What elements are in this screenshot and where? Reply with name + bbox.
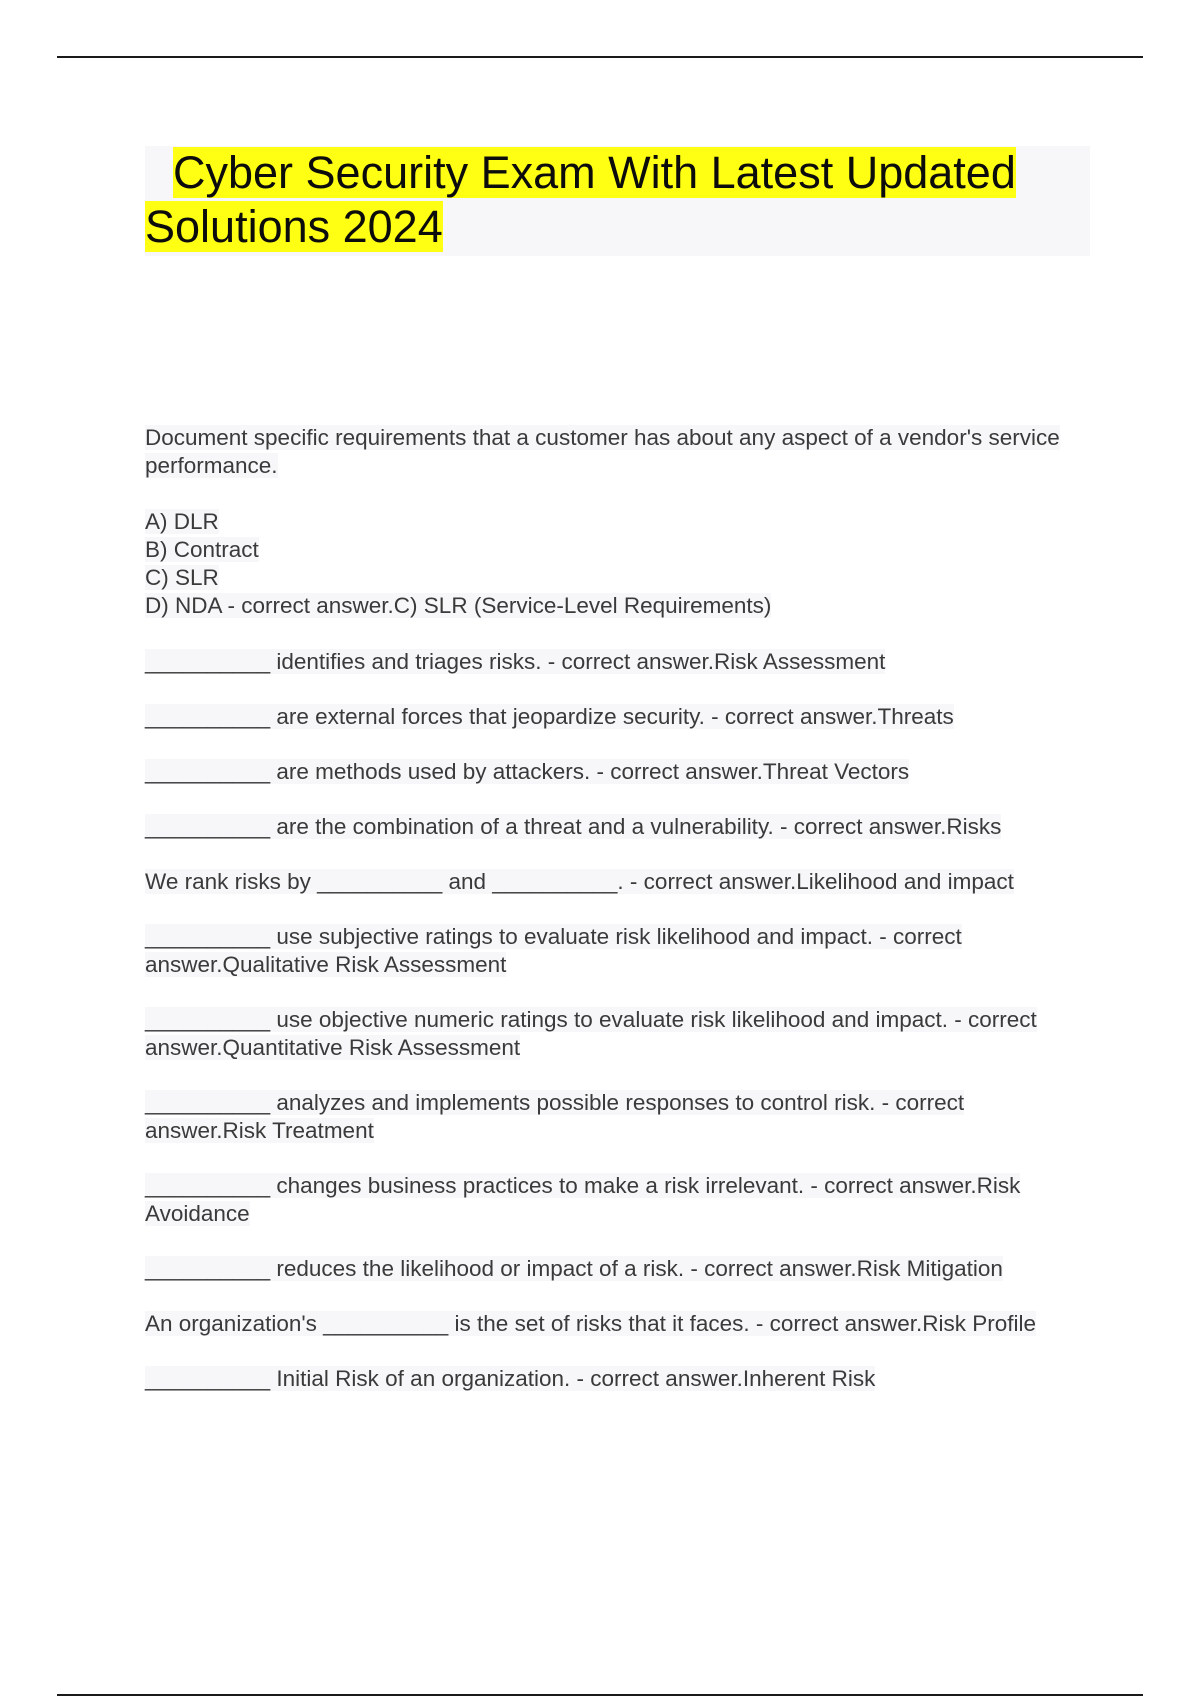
qa-item: __________ identifies and triages risks. - correct answer.Risk Assessment (145, 649, 886, 674)
document-body (145, 424, 1090, 1420)
document-title-text: Cyber Security Exam With Latest Updated Solutions 2024 (145, 147, 1016, 252)
qa-item: __________ changes business practices to make a risk irrelevant. - correct answer.Risk Avoidance (145, 1173, 1021, 1226)
qa-item: __________ Initial Risk of an organization. - correct answer.Inherent Risk (145, 1366, 876, 1391)
qa-item: __________ are external forces that jeopardize security. - correct answer.Threats (145, 704, 954, 729)
qa-item: An organization's __________ is the set of risks that it faces. - correct answer.Risk Profile (145, 1311, 1036, 1336)
qa-item: We rank risks by __________ and __________. - correct answer.Likelihood and impact (145, 869, 1014, 894)
qa-item: __________ are the combination of a threat and a vulnerability. - correct answer.Risks (145, 814, 1002, 839)
title-block (145, 146, 1090, 256)
document-title (145, 146, 1090, 254)
qa-item: __________ use objective numeric ratings to evaluate risk likelihood and impact. - correct answer.Quantitative Risk Assessment (145, 1007, 1037, 1060)
bottom-rule (57, 1694, 1143, 1696)
question-stem: Document specific requirements that a customer has about any aspect of a vendor's service performance. (145, 425, 1060, 478)
option-d: D) NDA - correct answer.C) SLR (Service-Level Requirements) (145, 593, 772, 618)
qa-item: __________ use subjective ratings to evaluate risk likelihood and impact. - correct answer.Qualitative Risk Assessment (145, 924, 962, 977)
qa-item: __________ are methods used by attackers. - correct answer.Threat Vectors (145, 759, 910, 784)
top-rule (57, 56, 1143, 58)
qa-item: __________ analyzes and implements possible responses to control risk. - correct answer.Risk Treatment (145, 1090, 965, 1143)
option-b: B) Contract (145, 537, 259, 562)
option-c: C) SLR (145, 565, 219, 590)
question-item (145, 424, 1090, 620)
option-a: A) DLR (145, 509, 219, 534)
qa-item: __________ reduces the likelihood or impact of a risk. - correct answer.Risk Mitigation (145, 1256, 1003, 1281)
